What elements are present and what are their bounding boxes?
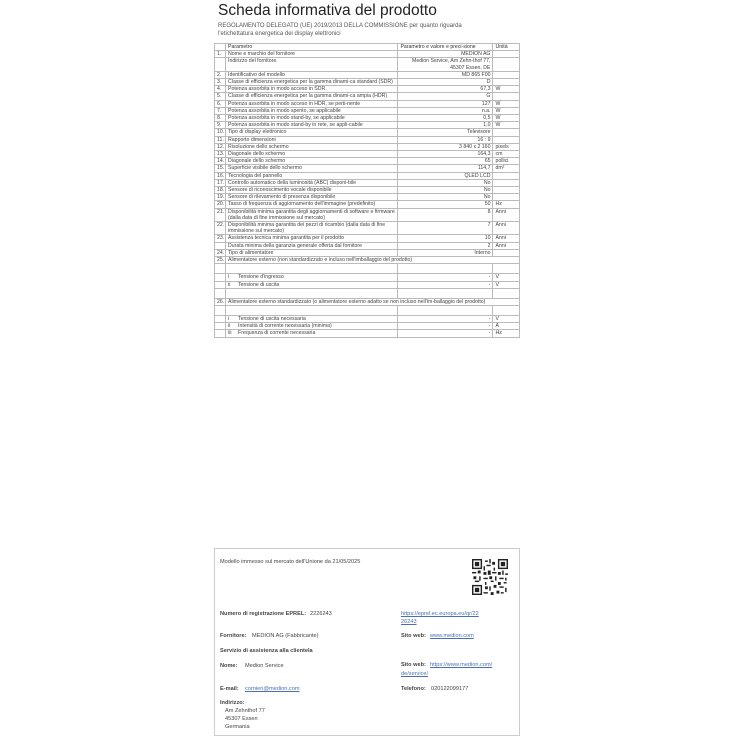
row-value: 114,7 — [398, 165, 493, 172]
row-number — [215, 330, 226, 337]
row-param: Tasso di frequenza di aggiornamento dell'immagine (predefinito) — [226, 201, 398, 208]
blank-cell — [215, 264, 226, 274]
blank-cell — [226, 288, 398, 298]
blank-row — [215, 288, 520, 298]
row-number: 19. — [215, 194, 226, 201]
address-label: Indirizzo: — [220, 700, 245, 706]
sub-row — [215, 281, 520, 288]
table-row — [215, 242, 520, 249]
row-unit: V — [493, 274, 520, 281]
blank-row — [215, 305, 520, 315]
row-param: Identificativo del modello — [226, 71, 398, 78]
row-number: 10. — [215, 129, 226, 136]
row-value: No — [398, 187, 493, 194]
row-value: 164,3 — [398, 151, 493, 158]
row-param: Disponibilità minima garantita dei pezzi di ricambio (dalla data di fine immissione sul mercato) — [226, 222, 398, 235]
row-number: 11. — [215, 136, 226, 143]
row-param — [226, 323, 398, 330]
regulation-subtitle — [218, 22, 518, 38]
table-row — [215, 235, 520, 242]
sub-index: i — [228, 274, 230, 281]
row-value: - — [398, 281, 493, 288]
row-param: Diagonale dello schermo — [226, 151, 398, 158]
row-param: Sensore di rilevamento di presenza disponibile — [226, 194, 398, 201]
row-value: D — [398, 79, 493, 86]
eprel-link[interactable]: https://eprel.ec.europa.eu/qr/22 — [401, 611, 479, 617]
row-number: 14. — [215, 158, 226, 165]
row-unit: W — [493, 122, 520, 129]
row-param: Tipo di alimentatore — [226, 249, 398, 256]
row-number: 13. — [215, 151, 226, 158]
row-unit: Anni — [493, 235, 520, 242]
phone-label: Telefono: — [401, 686, 426, 692]
row-value: 7 — [398, 222, 493, 235]
row-unit: Hz — [493, 330, 520, 337]
row-number: 26. — [215, 298, 226, 305]
table-row — [215, 51, 520, 58]
row-unit: W — [493, 115, 520, 122]
row-param — [226, 315, 398, 322]
row-value: 8 — [398, 208, 493, 221]
row-number: 6. — [215, 100, 226, 107]
table-row — [215, 122, 520, 129]
row-param — [226, 330, 398, 337]
row-param: Diagonale dello schermo — [226, 158, 398, 165]
sub-row — [215, 323, 520, 330]
sub-index: ii — [228, 281, 231, 288]
row-param: Classe di efficienza energetica per la gamma dinami-ca standard (SDR) — [226, 79, 398, 86]
row-number — [215, 281, 226, 288]
row-param: Risoluzione dello schermo — [226, 143, 398, 150]
table-row — [215, 158, 520, 165]
row-value: QLED LCD — [398, 172, 493, 179]
row-value: MD 865 F00 — [398, 71, 493, 78]
eprel-label: Numero di registrazione EPREL: — [220, 611, 307, 617]
row-unit — [493, 93, 520, 100]
row-value: MEDION AG — [398, 51, 493, 58]
table-row — [215, 107, 520, 114]
row-value: Medion Service, Am Zehn-thof 77, 45307 Essen, DE — [398, 58, 493, 71]
sub-param-label: Tensione d'ingresso — [238, 274, 284, 281]
site-link[interactable]: www.medion.com — [430, 633, 474, 639]
blank-cell — [398, 305, 493, 315]
row-param: Sensore di riconoscimento vocale disponibile — [226, 187, 398, 194]
row-unit: W — [493, 100, 520, 107]
row-unit: Anni — [493, 222, 520, 235]
row-number: 15. — [215, 165, 226, 172]
row-unit — [493, 179, 520, 186]
row-unit — [493, 79, 520, 86]
row-param: Potenza assorbita in modo acceso in HDR, se perti-nente — [226, 100, 398, 107]
row-unit: A — [493, 323, 520, 330]
blank-cell — [215, 305, 226, 315]
row-number: 16. — [215, 172, 226, 179]
row-number: 2. — [215, 71, 226, 78]
site2-label: Sito web: — [401, 662, 426, 668]
email-label: E-mail: — [220, 686, 239, 692]
row-unit: cm — [493, 151, 520, 158]
row-value: 0,5 — [398, 115, 493, 122]
sub-param-label: Intensità di corrente necessaria (minima) — [238, 323, 332, 330]
row-unit: Hz — [493, 201, 520, 208]
row-param — [226, 274, 398, 281]
row-number: 17. — [215, 179, 226, 186]
table-row — [215, 136, 520, 143]
row-unit — [493, 136, 520, 143]
row-number — [215, 58, 226, 71]
row-param: Nome e marchio del fornitore — [226, 51, 398, 58]
blank-cell — [493, 305, 520, 315]
blank-cell — [398, 288, 493, 298]
table-row — [215, 179, 520, 186]
row-value: 3 840 x 2 160 — [398, 143, 493, 150]
row-unit: pollici — [493, 158, 520, 165]
row-number: 24. — [215, 249, 226, 256]
row-number: 7. — [215, 107, 226, 114]
row-number — [215, 315, 226, 322]
header-unit: Unità — [493, 44, 520, 51]
row-number: 4. — [215, 86, 226, 93]
table-row — [215, 71, 520, 78]
row-unit: dm² — [493, 165, 520, 172]
row-param: Assistenza tecnica minima garantita per il prodotto — [226, 235, 398, 242]
row-value: - — [398, 315, 493, 322]
row-value: No — [398, 179, 493, 186]
table-row — [215, 93, 520, 100]
sub-index: i — [228, 315, 230, 322]
footer-panel — [214, 548, 520, 736]
table-row — [215, 165, 520, 172]
address-line-3: Germania — [225, 724, 250, 730]
row-unit: pixels — [493, 143, 520, 150]
row-number — [215, 242, 226, 249]
row-param: Tipo di display elettronico — [226, 129, 398, 136]
row-param: Disponibilità minima garantita degli aggiornamenti di software e firmware (dalla data di fine immissione sul mercato) — [226, 208, 398, 221]
row-value: n.a. — [398, 107, 493, 114]
row-unit — [493, 58, 520, 71]
row-number — [215, 274, 226, 281]
row-number: 22. — [215, 222, 226, 235]
table-row — [215, 151, 520, 158]
row-number: 18. — [215, 187, 226, 194]
table-row — [215, 143, 520, 150]
sub-param-label: Tensione di uscita — [238, 281, 280, 288]
row-number: 21. — [215, 208, 226, 221]
service-link[interactable]: https://www.medion.com/ — [430, 662, 493, 668]
supplier-value: MEDION AG (Fabbricante) — [252, 633, 319, 639]
row-value: - — [398, 330, 493, 337]
row-param: Superficie visibile dello schermo — [226, 165, 398, 172]
row-number: 25. — [215, 257, 226, 264]
row-unit: W — [493, 107, 520, 114]
row-value: 16 : 9 — [398, 136, 493, 143]
row-value: Televisore — [398, 129, 493, 136]
row-value: - — [398, 323, 493, 330]
sub-param-label: Frequenza di corrente necessaria — [238, 330, 316, 337]
table-row — [215, 172, 520, 179]
name-value: Medion Service — [245, 663, 284, 669]
supplier-label: Fornitore: — [220, 633, 247, 639]
row-value: 65 — [398, 158, 493, 165]
spec-table — [214, 43, 520, 338]
sub-index: iii — [228, 330, 232, 337]
row-unit: Anni — [493, 208, 520, 221]
row-value: 1,0 — [398, 122, 493, 129]
sub-param-label: Tensione di uscita necessaria — [238, 315, 306, 322]
row-number: 5. — [215, 93, 226, 100]
address-line-1: Am Zehnthof 77 — [225, 708, 265, 714]
phone-value: 020122099177 — [431, 686, 469, 692]
row-unit — [493, 249, 520, 256]
table-header — [215, 44, 520, 51]
header-value: Parametro e valore e preci-sione — [398, 44, 493, 51]
blank-cell — [226, 305, 398, 315]
table-row — [215, 100, 520, 107]
eprel-link-cont[interactable]: 26243 — [401, 619, 417, 625]
row-unit — [493, 194, 520, 201]
blank-cell — [493, 288, 520, 298]
qr-code-icon — [472, 559, 508, 595]
row-number: 3. — [215, 79, 226, 86]
row-unit — [493, 71, 520, 78]
row-unit — [493, 187, 520, 194]
table-row — [215, 129, 520, 136]
eprel-number: 2226243 — [310, 611, 332, 617]
row-param: Controllo automatico della luminosità (ABC) disponi-bile — [226, 179, 398, 186]
sub-row — [215, 330, 520, 337]
table-row — [215, 298, 520, 305]
row-param: Indirizzo del fornitore. — [226, 58, 398, 71]
email-link[interactable]: cornieri@medion.com — [245, 686, 300, 692]
blank-row — [215, 264, 520, 274]
table-row — [215, 115, 520, 122]
row-param: Rapporto dimensioni — [226, 136, 398, 143]
table-row — [215, 222, 520, 235]
subtitle-line-2: l'etichettatura energetica dei display elettronici — [218, 31, 341, 37]
name-label: Nome: — [220, 663, 238, 669]
row-param: Durata minima della garanzia generale offerta dal fornitore — [226, 242, 398, 249]
row-number: 12. — [215, 143, 226, 150]
sub-index: ii — [228, 323, 231, 330]
row-unit — [493, 51, 520, 58]
sub-row — [215, 315, 520, 322]
row-param: Alimentatore esterno (non standardizzato e incluso nell'imballaggio del prodotto) — [226, 257, 520, 264]
row-unit: W — [493, 86, 520, 93]
row-number: 1. — [215, 51, 226, 58]
row-param: Tecnologia del pannello — [226, 172, 398, 179]
row-param: Classe di efficienza energetica per la gamma dinami-ca ampia (HDR) — [226, 93, 398, 100]
table-row — [215, 257, 520, 264]
subtitle-line-1: REGOLAMENTO DELEGATO (UE) 2019/2013 DELLA COMMISSIONE per quanto riguarda — [218, 23, 462, 29]
table-row — [215, 249, 520, 256]
row-value: 2 — [398, 242, 493, 249]
row-number: 9. — [215, 122, 226, 129]
row-unit: Anni — [493, 242, 520, 249]
row-param — [226, 281, 398, 288]
market-date: Modello immesso sul mercato dell'Unione da 21/05/2025 — [220, 559, 361, 565]
row-number: 20. — [215, 201, 226, 208]
table-row — [215, 58, 520, 71]
blank-cell — [215, 288, 226, 298]
address-line-2: 45307 Essen — [225, 716, 258, 722]
header-param: Parametro — [226, 44, 398, 51]
table-row — [215, 187, 520, 194]
service-heading: Servizio di assistenza alla clientela — [220, 648, 313, 654]
row-param: Potenza assorbita in modo acceso in SDR. — [226, 86, 398, 93]
blank-cell — [226, 264, 398, 274]
row-value: 127 — [398, 100, 493, 107]
row-param: Alimentatore esterno standardizzato (o alimentatore esterno adatto se non incluso nell'im-ballaggio del prodotto) — [226, 298, 520, 305]
row-value: 67,3 — [398, 86, 493, 93]
row-number: 8. — [215, 115, 226, 122]
row-param: Potenza assorbita in modo stand-by in rete, se appli-cabile — [226, 122, 398, 129]
table-row — [215, 194, 520, 201]
service-link-cont[interactable]: de/service/ — [401, 671, 429, 677]
blank-cell — [493, 264, 520, 274]
row-unit: V — [493, 281, 520, 288]
table-row — [215, 201, 520, 208]
row-value: No — [398, 194, 493, 201]
row-unit: V — [493, 315, 520, 322]
blank-cell — [398, 264, 493, 274]
row-number: 23. — [215, 235, 226, 242]
sub-row — [215, 274, 520, 281]
row-value: - — [398, 274, 493, 281]
table-row — [215, 208, 520, 221]
row-unit — [493, 129, 520, 136]
row-value: 10 — [398, 235, 493, 242]
row-unit — [493, 172, 520, 179]
site-label: Sito web: — [401, 633, 426, 639]
table-row — [215, 86, 520, 93]
table-row — [215, 79, 520, 86]
row-param: Potenza assorbita in modo stand-by, se applicabile — [226, 115, 398, 122]
row-value: G — [398, 93, 493, 100]
row-value: Interno — [398, 249, 493, 256]
row-param: Potenza assorbita in modo spento, se applicabile — [226, 107, 398, 114]
row-value: 50 — [398, 201, 493, 208]
row-number — [215, 323, 226, 330]
page-title: Scheda informativa del prodotto — [218, 2, 437, 19]
